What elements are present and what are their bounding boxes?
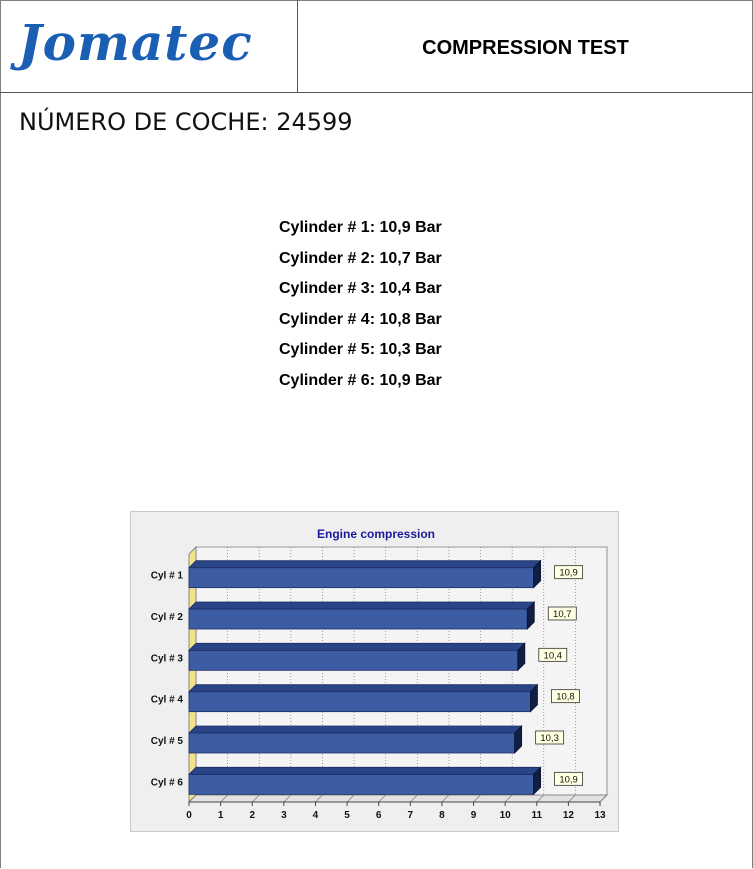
chart-data-label: 10,8 [556, 691, 575, 703]
chart-tick-label: 6 [375, 810, 382, 821]
car-number: NÚMERO DE COCHE: 24599 [19, 108, 353, 136]
chart-tick-label: 9 [470, 810, 477, 821]
chart-data-label: 10,9 [559, 567, 578, 579]
chart-tick-label: 10 [499, 810, 511, 821]
chart-category-label: Cyl # 1 [150, 570, 183, 582]
cylinder-result: Cylinder # 5: 10,3 Bar [279, 341, 442, 359]
chart-bar-top [189, 602, 534, 609]
cylinder-result: Cylinder # 6: 10,9 Bar [279, 371, 442, 389]
chart-bar-top [189, 726, 522, 733]
chart-bar [189, 733, 515, 753]
cylinder-result: Cylinder # 4: 10,8 Bar [279, 310, 442, 328]
chart-data-label: 10,3 [540, 733, 559, 744]
chart-bar [189, 692, 530, 712]
chart-category-label: Cyl # 2 [150, 612, 183, 623]
compression-chart [130, 511, 619, 832]
chart-category-label: Cyl # 4 [150, 694, 183, 706]
chart-tick-label: 12 [562, 810, 574, 821]
chart-tick-label: 0 [186, 810, 192, 821]
chart-floor [189, 795, 607, 802]
chart-bar-top [189, 767, 541, 774]
chart-tick-label: 1 [217, 810, 224, 821]
chart-canvas [131, 512, 620, 833]
chart-data-label: 10,4 [543, 650, 563, 662]
chart-bar [189, 774, 534, 794]
cylinder-result: Cylinder # 1: 10,9 Bar [279, 219, 442, 236]
document-title: COMPRESSION TEST [422, 37, 629, 59]
document-header [0, 0, 753, 93]
chart-tick-label: 8 [439, 810, 445, 821]
chart-bar [189, 650, 518, 670]
chart-tick-label: 11 [531, 810, 543, 821]
chart-bar [189, 568, 534, 588]
cylinder-result: Cylinder # 3: 10,4 Bar [279, 280, 442, 298]
cylinder-results-list [279, 218, 442, 402]
chart-bar-top [189, 685, 537, 692]
chart-category-label: Cyl # 5 [150, 736, 183, 747]
chart-data-label: 10,9 [559, 774, 578, 786]
chart-tick-label: 3 [281, 810, 287, 821]
chart-bar-top [189, 561, 541, 568]
chart-bar-top [189, 643, 525, 650]
chart-title: Engine compression [316, 527, 436, 541]
chart-bar [189, 609, 527, 629]
chart-tick-label: 7 [407, 810, 414, 821]
company-logo: Jomatec [18, 13, 253, 72]
chart-tick-label: 2 [249, 810, 256, 821]
chart-data-label: 10,7 [553, 609, 572, 620]
chart-tick-label: 4 [312, 810, 319, 821]
chart-tick-label: 13 [594, 810, 606, 821]
chart-tick-label: 5 [344, 810, 350, 821]
chart-category-label: Cyl # 3 [150, 653, 183, 665]
cylinder-result: Cylinder # 2: 10,7 Bar [279, 249, 442, 267]
chart-category-label: Cyl # 6 [150, 777, 183, 789]
